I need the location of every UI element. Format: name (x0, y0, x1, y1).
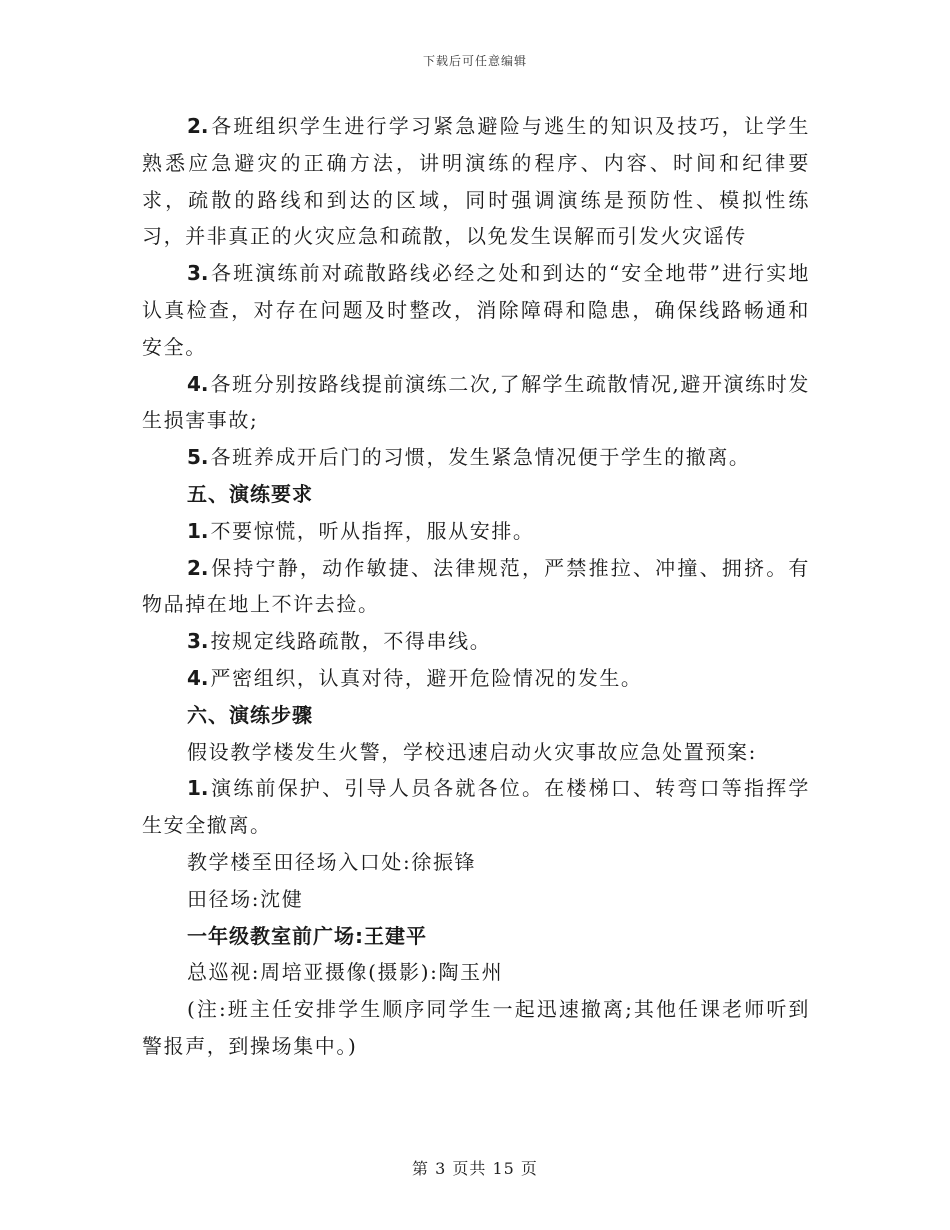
paragraph-text: 田径场:沈健 (187, 886, 304, 911)
paragraph-text: 不要惊慌，听从指挥，服从安排。 (210, 518, 535, 543)
item-number: 1. (187, 776, 209, 801)
paragraph-7 (142, 623, 810, 660)
paragraph-10 (142, 770, 810, 844)
paragraph-2 (142, 255, 810, 365)
page-number-footer: 第 3 页共 15 页 (412, 1159, 538, 1178)
paragraph-text: 严密组织，认真对待，避开危险情况的发生。 (210, 665, 643, 690)
paragraph-text: 演练前保护、引导人员各就各位。在楼梯口、转弯口等指挥学生安全撤离。 (142, 776, 810, 838)
paragraph-15 (142, 991, 810, 1065)
item-number: 1. (187, 518, 209, 543)
paragraph-3 (142, 366, 810, 440)
paragraph-text: 保持宁静，动作敏捷、法律规范，严禁推拉、冲撞、拥挤。有物品掉在地上不许去捡。 (142, 555, 810, 617)
section-heading-steps (142, 697, 810, 734)
document-body (142, 108, 810, 1065)
paragraph-text: 教学楼至田径场入口处:徐振锋 (187, 849, 477, 874)
paragraph-text: 一年级教室前广场:王建平 (187, 923, 427, 948)
paragraph-8 (142, 660, 810, 697)
section-heading-requirements (142, 476, 810, 513)
paragraph-12 (142, 881, 810, 918)
paragraph-11 (142, 844, 810, 881)
paragraph-text: 各班分别按路线提前演练二次,了解学生疏散情况,避开演练时发生损害事故; (142, 371, 810, 433)
paragraph-text: 按规定线路疏散，不得串线。 (210, 629, 492, 654)
item-number: 2. (187, 114, 209, 138)
header-note: 下载后可任意编辑 (422, 54, 527, 68)
paragraph-5 (142, 513, 810, 550)
paragraph-text: 总巡视:周培亚摄像(摄影):陶玉州 (187, 960, 504, 985)
item-number: 3. (187, 629, 209, 654)
paragraph-13-bold (142, 918, 810, 955)
paragraph-text: (注:班主任安排学生顺序同学生一起迅速撤离;其他任课老师听到警报声，到操场集中。) (142, 997, 810, 1058)
paragraph-text: 各班演练前对疏散路线必经之处和到达的“安全地带”进行实地认真检查，对存在问题及时整改，消除障碍和隐患，确保线路畅通和安全。 (142, 261, 810, 359)
item-number: 4. (187, 665, 209, 690)
item-number: 2. (187, 555, 209, 580)
paragraph-4 (142, 439, 810, 476)
paragraph-1 (142, 108, 810, 255)
paragraph-6 (142, 550, 810, 624)
paragraph-9 (142, 734, 810, 771)
paragraph-text: 假设教学楼发生火警，学校迅速启动火灾事故应急处置预案: (187, 739, 757, 764)
heading-text: 六、演练步骤 (187, 702, 313, 727)
paragraph-text: 各班养成开后门的习惯，发生紧急情况便于学生的撤离。 (210, 445, 751, 470)
heading-text: 五、演练要求 (187, 481, 313, 506)
item-number: 5. (187, 445, 209, 470)
item-number: 3. (187, 261, 209, 286)
paragraph-text: 各班组织学生进行学习紧急避险与逃生的知识及技巧，让学生熟悉应急避灾的正确方法，讲明演练的程序、内容、时间和纪律要求，疏散的路线和到达的区域，同时强调演练是预防性、模拟性练习，并非真正的火灾应急和疏散，以免发生误解而引发火灾谣传 (142, 114, 810, 249)
item-number: 4. (187, 371, 209, 396)
paragraph-14 (142, 954, 810, 991)
